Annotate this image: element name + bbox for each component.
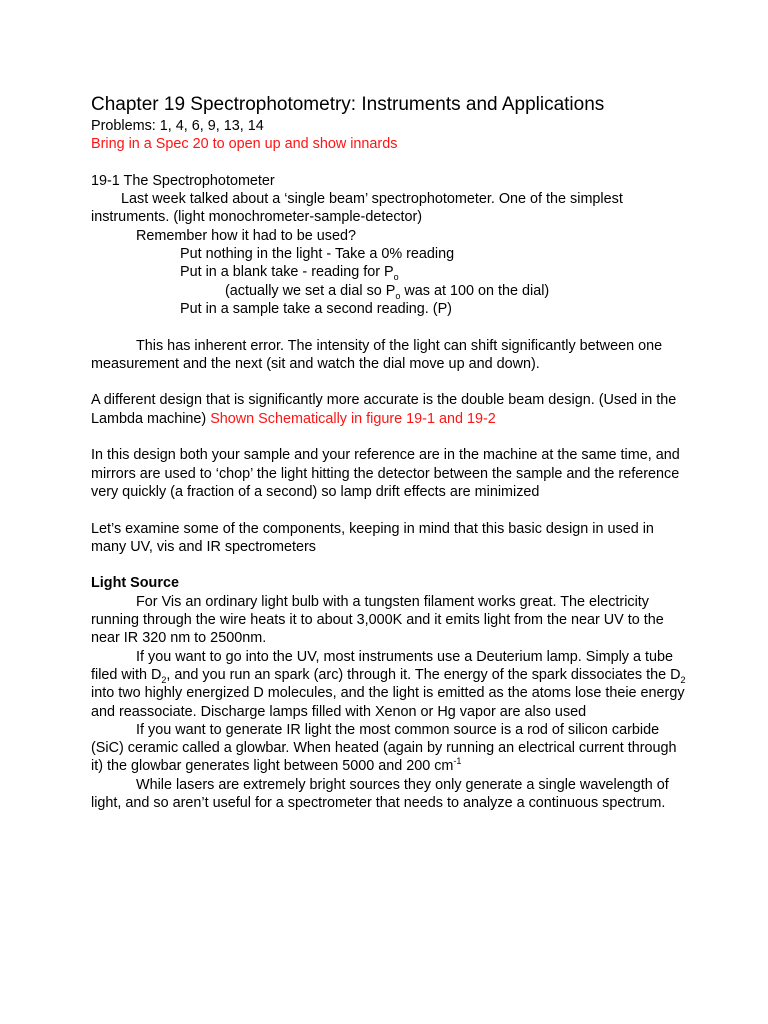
document-body [91, 93, 691, 812]
step-2-note [91, 282, 691, 300]
laser-text: While lasers are extremely bright sources they only generate a single wavelength of light, and so aren’t useful for a spectrometer that needs to analyze a continuous spectrum. [91, 776, 669, 811]
error-paragraph [91, 337, 691, 374]
red-note: Bring in a Spec 20 to open up and show innards [91, 136, 398, 153]
light-source-heading: Light Source [91, 575, 179, 592]
intro-text: Last week talked about a ‘single beam’ spectrophotometer. One of the simplest instruments. (light monochrometer-sample-detector) [91, 191, 623, 226]
problems-line: Problems: 1, 4, 6, 9, 13, 14 [91, 118, 264, 134]
uv-subscript-1: 2 [161, 674, 167, 685]
remember-line: Remember how it had to be used? [136, 227, 356, 244]
section-heading: 19-1 The Spectrophotometer [91, 172, 275, 189]
uv-subscript-2: 2 [680, 674, 686, 685]
components-paragraph: Let’s examine some of the components, keeping in mind that this basic design in used in many UV, vis and IR spectrometers [91, 520, 654, 555]
step-2 [91, 263, 691, 281]
ir-text: If you want to generate IR light the most common source is a rod of silicon carbide (SiC) ceramic called a glowbar. When heated (again by running an electrical current through it) the glowbar generates light between 5000 and 200 cm [91, 721, 677, 775]
step-2-note-tail: was at 100 on the dial) [400, 282, 550, 299]
design-paragraph: In this design both your sample and your reference are in the machine at the same time, and mirrors are used to ‘chop’ the light hitting the detector between the sample and the reference very quickly (a fraction of a second) so lamp drift effects are minimized [91, 447, 680, 500]
intro-paragraph [91, 190, 691, 227]
error-text: This has inherent error. The intensity of the light can shift significantly between one measurement and the next (sit and watch the dial move up and down). [91, 337, 663, 372]
step-1: Put nothing in the light - Take a 0% reading [180, 246, 455, 263]
double-beam-text: A different design that is significantly more accurate is the double beam design. (Used in the Lambda machine) [91, 392, 677, 427]
step-3: Put in a sample take a second reading. (P) [180, 300, 452, 317]
spacer [91, 154, 691, 172]
spacer [91, 501, 691, 519]
spacer [91, 318, 691, 336]
step-2-note-subscript: o [395, 290, 401, 301]
uv-paragraph [91, 648, 691, 721]
spacer [91, 373, 691, 391]
vis-paragraph [91, 593, 691, 648]
spacer [91, 556, 691, 574]
step-2-note-text: (actually we set a dial so P [225, 282, 396, 299]
ir-paragraph [91, 721, 691, 776]
uv-text-b: , and you run an spark (arc) through it. The energy of the spark dissociates the D [166, 666, 681, 683]
uv-text-a: If you want to go into the UV, most instruments use a Deuterium lamp. Simply a tube filed with D [91, 648, 673, 683]
uv-text-c: into two highly energized D molecules, and the light is emitted as the atoms lose theie energy and reassociate. Discharge lamps filled with Xenon or Hg vapor are also used [91, 685, 685, 720]
double-beam-paragraph [91, 391, 691, 428]
vis-text: For Vis an ordinary light bulb with a tungsten filament works great. The electricity running through the wire heats it to about 3,000K and it emits light from the near UV to the near IR 320 nm to 2500nm. [91, 593, 664, 647]
ir-superscript: -1 [453, 756, 462, 767]
chapter-title: Chapter 19 Spectrophotometry: Instruments and Applications [91, 94, 605, 115]
figure-reference: Shown Schematically in figure 19-1 and 19-2 [210, 410, 496, 427]
laser-paragraph [91, 776, 691, 813]
spacer [91, 428, 691, 446]
step-2-text: Put in a blank take - reading for P [180, 264, 394, 281]
step-2-subscript: o [393, 272, 399, 283]
